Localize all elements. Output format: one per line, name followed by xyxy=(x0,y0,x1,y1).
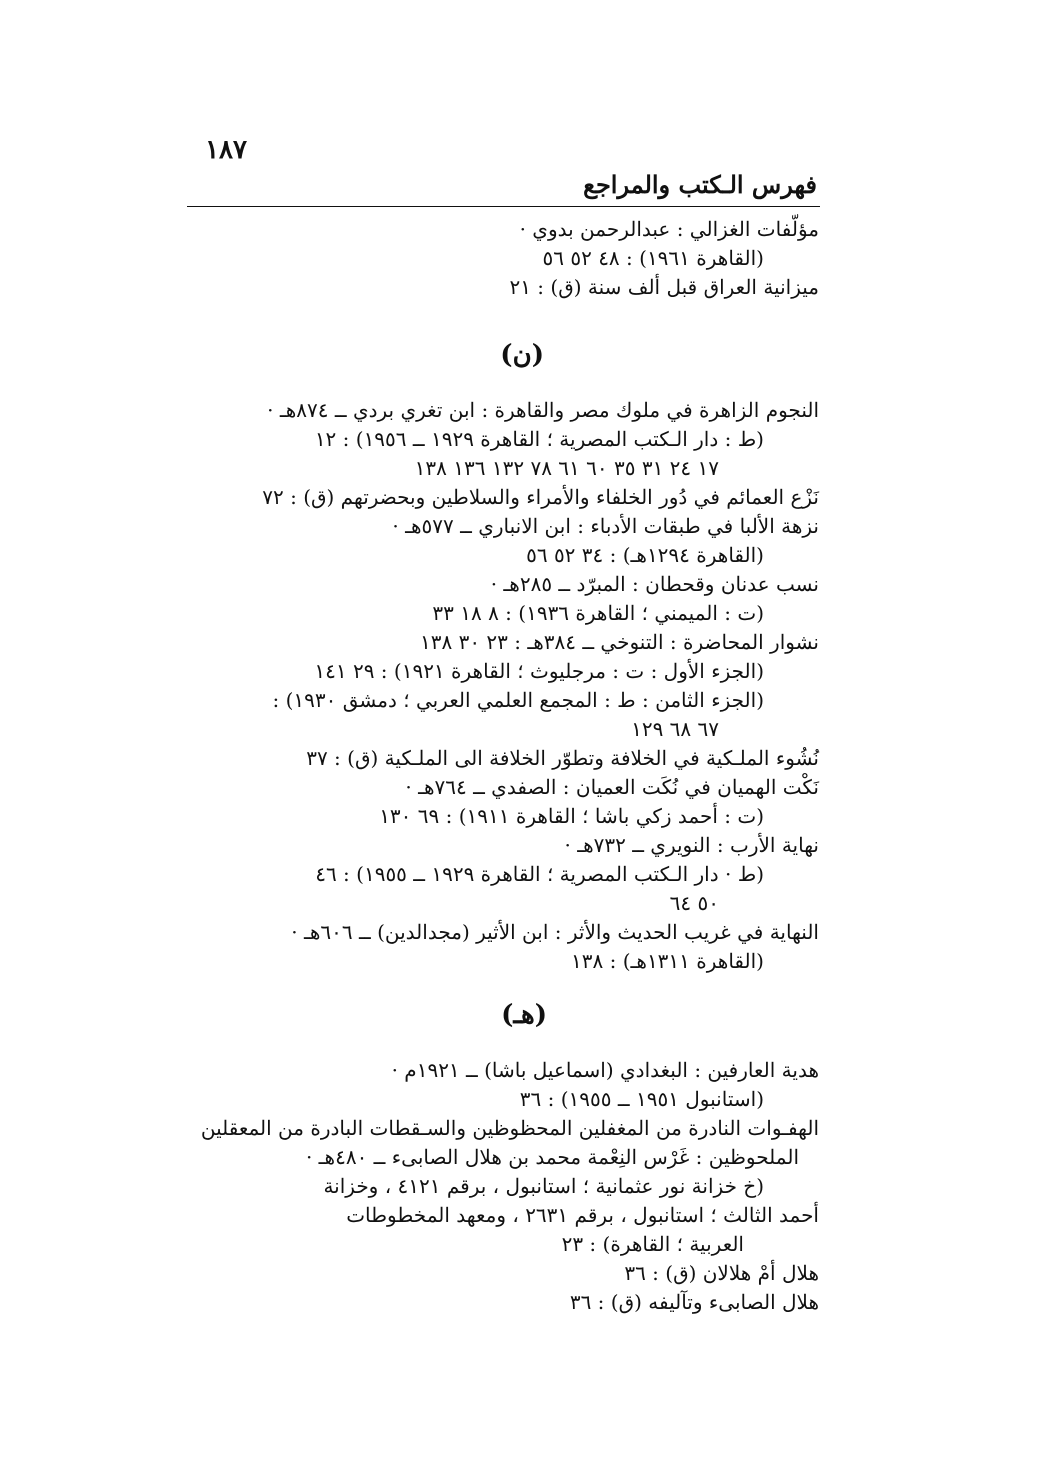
section-heading-nun: (ن) xyxy=(500,340,544,370)
index-line: (ط · دار الـكتب المصرية ؛ القاهرة ١٩٢٩ ــ ١٩٥٥) : ٤٦ xyxy=(315,862,764,886)
index-line: نزهة الألبا في طبقات الأدباء : ابن الانباري ــ ٥٧٧هـ · xyxy=(392,514,819,538)
index-line: هدية العارفين : البغدادي (اسماعيل باشا) ــ ١٩٢١م · xyxy=(391,1058,819,1082)
index-line: العربية ؛ القاهرة) : ٢٣ xyxy=(561,1232,744,1256)
index-line: النجوم الزاهرة في ملوك مصر والقاهرة : ابن تغري بردي ــ ٨٧٤هـ · xyxy=(267,398,819,422)
index-line: ٦٧ ٦٨ ١٢٩ xyxy=(631,717,719,741)
index-line: (ط : دار الـكتب المصرية ؛ القاهرة ١٩٢٩ ــ ١٩٥٦) : ١٢ xyxy=(314,427,764,451)
index-line: (القاهرة ١٢٩٤هـ) : ٣٤ ٥٢ ٥٦ xyxy=(526,543,764,567)
index-line: (القاهرة ١٣١١هـ) : ١٣٨ xyxy=(571,949,764,973)
page-number: ١٨٧ xyxy=(205,135,247,165)
index-line: هلال الصابىء وتآليفه (ق) : ٣٦ xyxy=(569,1290,819,1314)
index-line: ١٧ ٢٤ ٣١ ٣٥ ٦٠ ٦١ ٧٨ ١٣٢ ١٣٦ ١٣٨ xyxy=(414,456,719,480)
index-line: (القاهرة ١٩٦١) : ٤٨ ٥٢ ٥٦ xyxy=(542,246,764,270)
index-line: (خ خزانة نور عثمانية ؛ استانبول ، برقم ٤١٢١ ، وخزانة xyxy=(323,1174,764,1198)
index-line: هلال أمْ هلالان (ق) : ٣٦ xyxy=(624,1261,819,1285)
index-line: نَزْع العمائم في دُور الخلفاء والأمراء والسلاطين وبحضرتهم (ق) : ٧٢ xyxy=(262,485,819,509)
index-line: نشوار المحاضرة : التنوخي ــ ٣٨٤هـ : ٢٣ ٣٠ ١٣٨ xyxy=(419,630,819,654)
index-line: مؤلّفات الغزالي : عبدالرحمن بدوي · xyxy=(519,217,819,241)
index-line: (استانبول ١٩٥١ ــ ١٩٥٥) : ٣٦ xyxy=(519,1087,764,1111)
index-line: نَكْت الهميان في نُكَت العميان : الصفدي ــ ٧٦٤هـ · xyxy=(405,775,819,799)
index-line: الملحوظين : غَرْس النِعْمة محمد بن هلال الصابىء ــ ٤٨٠هـ · xyxy=(305,1145,799,1169)
running-head: فهرس الـكتب والمراجع xyxy=(583,170,817,199)
index-line: (الجزء الثامن : ط : المجمع العلمي العربي ؛ دمشق ١٩٣٠) : xyxy=(272,688,764,712)
index-line: (الجزء الأول : ت : مرجليوث ؛ القاهرة ١٩٢١) : ٢٩ ١٤١ xyxy=(314,659,764,683)
index-line: نسب عدنان وقحطان : المبرّد ــ ٢٨٥هـ · xyxy=(490,572,819,596)
index-line: النهاية في غريب الحديث والأثر : ابن الأثير (مجدالدين) ــ ٦٠٦هـ · xyxy=(291,920,819,944)
index-line: (ت : أحمد زكي باشا ؛ القاهرة ١٩١١) : ٦٩ ١٣٠ xyxy=(379,804,764,828)
index-line: ميزانية العراق قبل ألف سنة (ق) : ٢١ xyxy=(509,275,819,299)
index-line: الهفـوات النادرة من المغفلين المحظوظين والسـقطات البادرة من المعقلين xyxy=(200,1116,819,1140)
header-rule xyxy=(187,206,820,207)
index-line: (ت : الميمني ؛ القاهرة ١٩٣٦) : ٨ ١٨ ٣٣ xyxy=(432,601,764,625)
section-heading-ha: (هـ) xyxy=(501,1000,547,1030)
index-line: أحمد الثالث ؛ استانبول ، برقم ٢٦٣١ ، ومعهد المخطوطات xyxy=(346,1203,819,1227)
index-line: نهاية الأرب : النويري ــ ٧٣٢هـ · xyxy=(564,833,819,857)
index-line: نُشُوء الملـكية في الخلافة وتطوّر الخلافة الى الملـكية (ق) : ٣٧ xyxy=(306,746,819,770)
index-line: ٥٠ ٦٤ xyxy=(669,891,719,915)
